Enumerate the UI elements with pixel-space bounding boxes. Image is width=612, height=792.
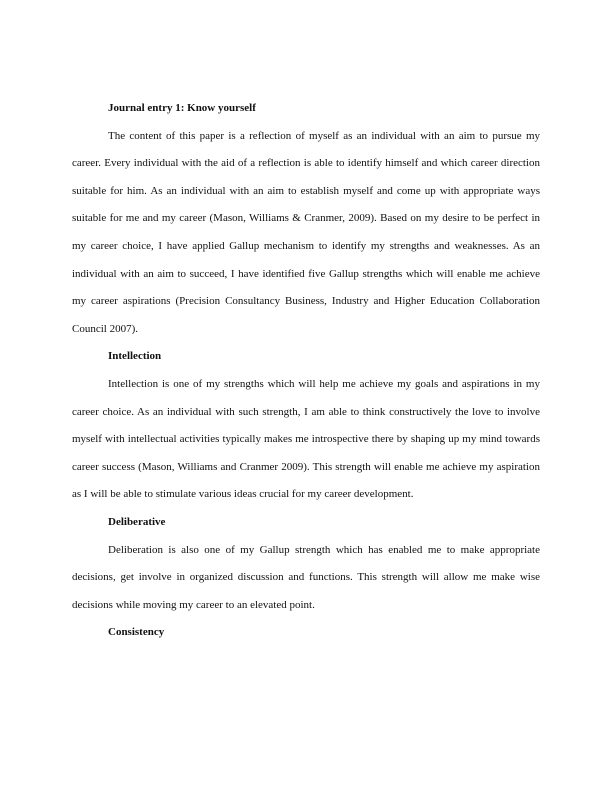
paragraph-introduction: The content of this paper is a reflection of myself as an individual with an aim to pursue my career. Every individual with the aid of a reflection is able to identify himself and which career direction suitable for him. As an individual with an aim to establish myself and come up with appropriate ways suitable for me and my career (Mason, Williams & Cranmer, 2009). Based on my desire to be perfect in my career choice, I have applied Gallup mechanism to identify my strengths and weaknesses. As an individual with an aim to succeed, I have identified five Gallup strengths which will enable me achieve my career aspirations (Precision Consultancy Business, Industry and Higher Education Collaboration Council 2007). (72, 129, 540, 335)
section-heading-intellection: Intellection (108, 350, 162, 363)
paragraph-intellection: Intellection is one of my strengths which will help me achieve my goals and aspirations in my career choice. As an individual with such strength, I am able to think constructively the love to involve myself with intellectual activities typically makes me introspective there by shaping up my mind towards career success (Mason, Williams and Cranmer 2009). This strength will enable me achieve my aspiration as I will be able to stimulate various ideas crucial for my career development. (72, 377, 540, 501)
section-heading-deliberative: Deliberative (108, 515, 166, 528)
section-heading-consistency: Consistency (108, 626, 165, 639)
document-page (72, 95, 540, 647)
section-heading-journal-entry: Journal entry 1: Know yourself (108, 102, 256, 114)
paragraph-deliberative: Deliberation is also one of my Gallup strength which has enabled me to make appropriate decisions, get involve in organized discussion and functions. This strength will allow me make wise decisions while moving my career to an elevated point. (72, 543, 540, 611)
